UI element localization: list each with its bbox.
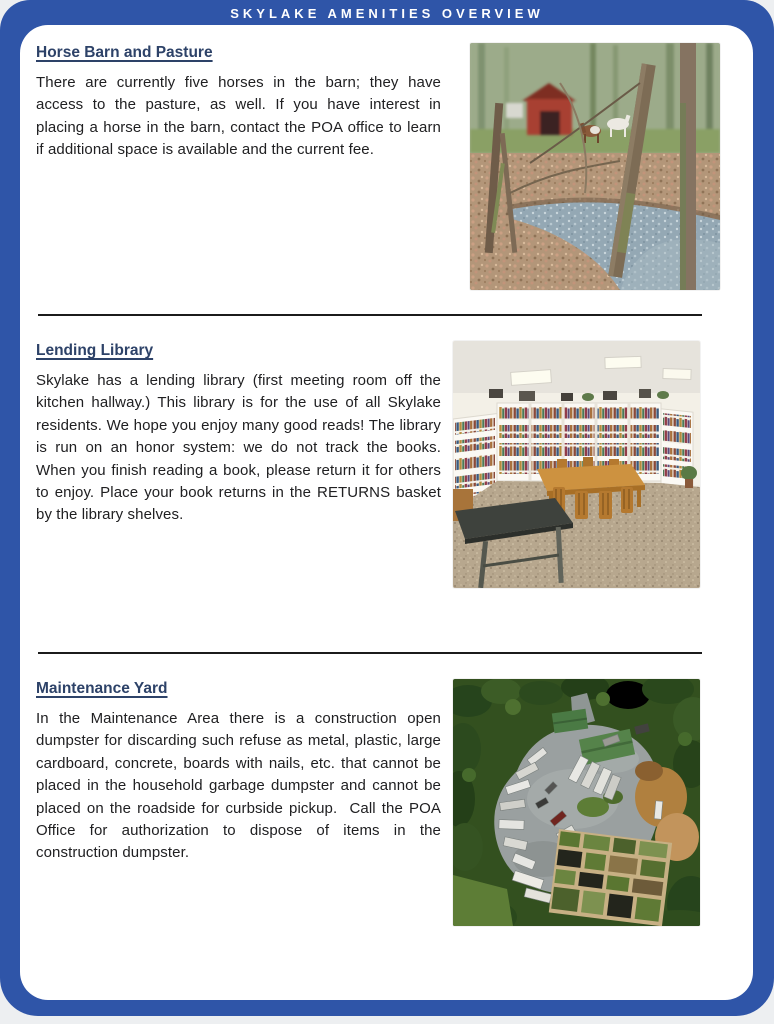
horse-barn-photo xyxy=(470,43,720,290)
maintenance-yard-photo-illustration xyxy=(453,679,700,926)
lending-library-photo xyxy=(453,341,700,588)
section-lending-library xyxy=(36,341,737,588)
section-body-lending-library: Skylake has a lending library (first meeting room off the kitchen hallway.) This library is for the use of all Skylake residents. We hope you enjoy many good reads! The library is run on an honor system: we do not track the books. When you finish reading a book, please return it for others to enjoy. Place your book returns in the RETURNS basket by the library shelves. xyxy=(36,372,446,524)
section-maintenance-yard xyxy=(36,679,737,926)
section-text-block xyxy=(36,43,446,162)
page-title: SKYLAKE AMENITIES OVERVIEW xyxy=(230,6,544,21)
section-body-horse-barn: There are currently five horses in the barn; they have access to the pasture, as well. If you have interest in placing a horse in the barn, contact the POA office to learn if additional space is available and the current fee. xyxy=(36,74,446,159)
section-divider xyxy=(38,314,702,316)
plant xyxy=(681,466,697,480)
content-card xyxy=(20,25,753,1000)
horse-barn-photo-illustration xyxy=(470,43,720,290)
section-horse-barn xyxy=(36,43,737,290)
section-heading-lending-library: Lending Library xyxy=(36,342,154,359)
section-text-block xyxy=(36,341,446,527)
library-photo-illustration xyxy=(453,341,700,588)
section-heading-maintenance-yard: Maintenance Yard xyxy=(36,680,168,697)
section-heading-horse-barn: Horse Barn and Pasture xyxy=(36,44,213,61)
garden-plots xyxy=(549,829,672,926)
section-text-block xyxy=(36,679,446,865)
section-body-maintenance-yard: In the Maintenance Area there is a construction open dumpster for discarding such refuse as metal, plastic, large cardboard, concrete, boards with nails, etc. that cannot be placed in the household garbage dumpster and cannot be placed on the roadside for curbside pickup. Call the POA Office for authorization to dispose of items in the construction dumpster. xyxy=(36,710,446,862)
maintenance-yard-photo xyxy=(453,679,700,926)
section-divider xyxy=(38,652,702,654)
